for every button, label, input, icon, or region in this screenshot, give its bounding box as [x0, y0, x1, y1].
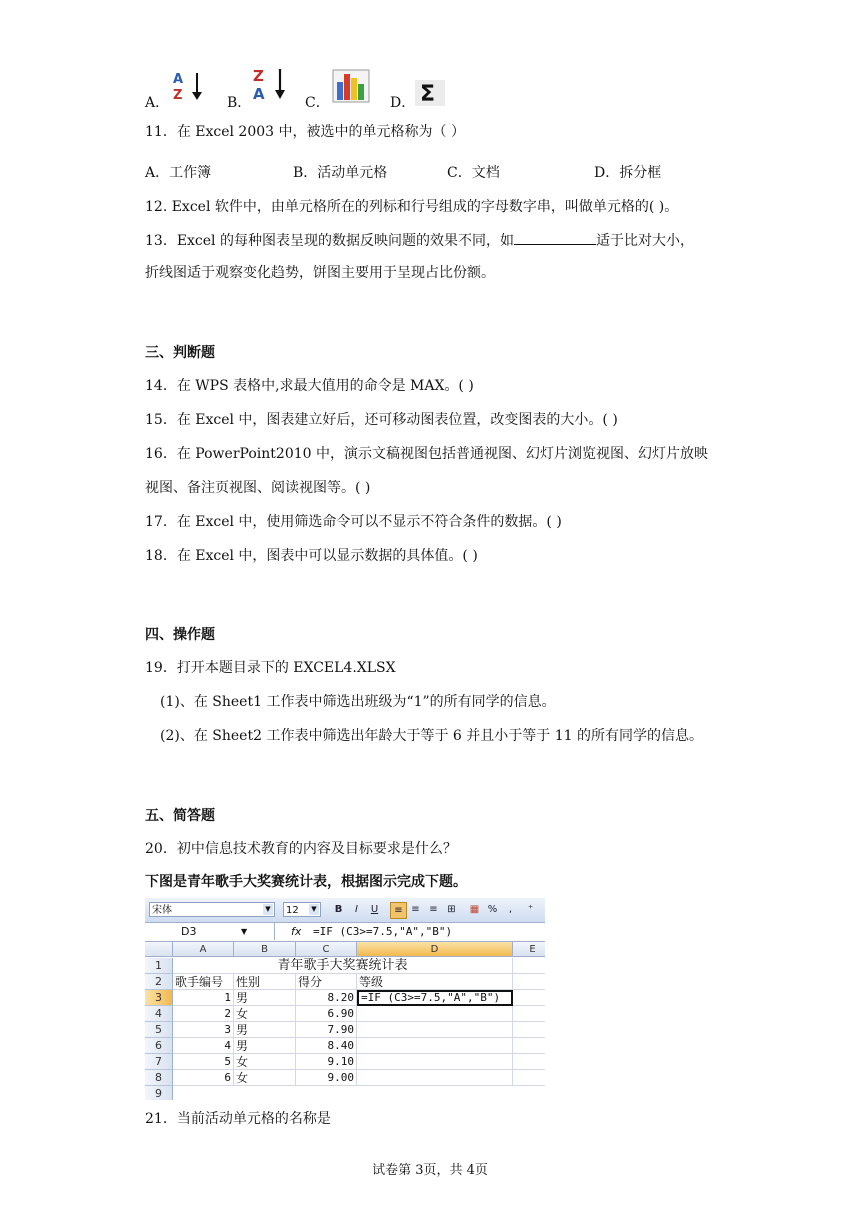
table-cell[interactable]: 女 — [234, 1006, 296, 1022]
italic-button[interactable]: I — [355, 904, 358, 915]
table-cell[interactable]: 3 — [173, 1022, 234, 1038]
q13-blank — [514, 230, 596, 245]
option-c-label: C． — [305, 95, 330, 111]
svg-text:A: A — [173, 72, 184, 87]
option-b-label: B． — [227, 95, 252, 111]
underline-button[interactable]: U — [370, 904, 379, 915]
row-header-2[interactable]: 2 — [145, 974, 173, 990]
table-cell[interactable]: 7.90 — [296, 1022, 357, 1038]
section-4-heading: 四、操作题 — [145, 627, 215, 643]
q13-part2: 适于比对大小， — [595, 233, 694, 249]
svg-text:Σ: Σ — [420, 82, 436, 106]
row-header-4[interactable]: 4 — [145, 1006, 173, 1022]
decimal-icon[interactable]: ⁺ — [527, 904, 534, 915]
page-footer: 试卷第 3页，共 4页 — [372, 1163, 488, 1178]
option-a-label: A． — [145, 95, 170, 111]
formatting-toolbar — [145, 898, 545, 923]
q13-part1: 13．Excel 的每种图表呈现的数据反映问题的效果不同，如 — [145, 233, 514, 249]
align-right-icon[interactable]: ≡ — [429, 904, 438, 915]
table-cell[interactable] — [357, 1006, 513, 1022]
table-cell[interactable]: 1 — [173, 990, 234, 1006]
row-header-1[interactable]: 1 — [145, 958, 173, 974]
table-cell[interactable]: 8.40 — [296, 1038, 357, 1054]
figure-intro: 下图是青年歌手大奖赛统计表，根据图示完成下题。 — [145, 874, 467, 890]
question-13-line2: 折线图适于观察变化趋势，饼图主要用于呈现占比份额。 — [145, 265, 495, 281]
table-cell[interactable]: 5 — [173, 1054, 234, 1070]
section-5-heading: 五、简答题 — [145, 808, 215, 824]
question-18: 18．在 Excel 中，图表中可以显示数据的具体值。( ) — [145, 548, 478, 564]
sum-icon — [415, 80, 447, 112]
chart-icon — [331, 68, 363, 100]
question-20: 20．初中信息技术教育的内容及目标要求是什么？ — [145, 841, 457, 857]
question-11: 11．在 Excel 2003 中，被选中的单元格称为（ ） — [145, 124, 465, 140]
merge-center-icon[interactable]: ⊞ — [447, 904, 456, 915]
question-19: 19．打开本题目录下的 EXCEL4.XLSX — [145, 660, 396, 676]
option-d-label: D． — [390, 95, 416, 111]
question-13 — [145, 230, 694, 251]
column-header-e[interactable]: E — [513, 942, 545, 957]
sort-ascending-icon — [171, 70, 203, 102]
comma-button[interactable]: , — [508, 904, 513, 915]
table-cell[interactable]: 4 — [173, 1038, 234, 1054]
font-select[interactable]: 宋体 ▼ — [149, 902, 275, 917]
currency-icon[interactable]: ▦ — [469, 904, 480, 915]
formula-bar — [145, 923, 545, 942]
table-cell[interactable]: 9.10 — [296, 1054, 357, 1070]
question-19-sub2: (2)、在 Sheet2 工作表中筛选出年龄大于等于 6 并且小于等于 11 的所有同学的信息。 — [160, 728, 703, 744]
bold-button[interactable]: B — [334, 904, 343, 915]
question-16-line2: 视图、备注页视图、阅读视图等。( ) — [145, 480, 371, 496]
question-16: 16．在 PowerPoint2010 中，演示文稿视图包括普通视图、幻灯片浏览视图、幻灯片放映 — [145, 446, 708, 462]
table-cell[interactable] — [513, 1006, 545, 1022]
table-cell[interactable]: 男 — [234, 990, 296, 1006]
fx-icon[interactable]: fx — [291, 925, 302, 938]
choice-c: C．文档 — [447, 165, 500, 181]
name-box[interactable]: D3 ▼ — [145, 923, 275, 940]
header-cell-gender[interactable]: 性别 — [234, 974, 296, 990]
table-cell[interactable]: 女 — [234, 1070, 296, 1086]
column-header-b[interactable]: B — [234, 942, 296, 957]
row-header-6[interactable]: 6 — [145, 1038, 173, 1054]
table-cell[interactable]: 6 — [173, 1070, 234, 1086]
table-cell[interactable] — [357, 1022, 513, 1038]
svg-text:A: A — [253, 85, 265, 103]
font-size-select[interactable]: 12 ▼ — [283, 902, 321, 917]
choice-a: A．工作簿 — [145, 165, 212, 181]
row-header-9[interactable]: 9 — [145, 1086, 173, 1100]
table-cell[interactable] — [513, 974, 545, 990]
question-14: 14．在 WPS 表格中,求最大值用的命令是 MAX。( ) — [145, 378, 474, 394]
table-cell[interactable]: 男 — [234, 1022, 296, 1038]
table-cell[interactable]: 女 — [234, 1054, 296, 1070]
table-cell[interactable] — [357, 1070, 513, 1086]
row-header-8[interactable]: 8 — [145, 1070, 173, 1086]
spreadsheet-figure — [145, 898, 545, 1100]
formula-input[interactable]: =IF (C3>=7.5,"A","B") — [313, 925, 453, 938]
question-15: 15．在 Excel 中，图表建立好后，还可移动图表位置，改变图表的大小。( ) — [145, 412, 618, 428]
row-header-5[interactable]: 5 — [145, 1022, 173, 1038]
table-cell[interactable]: 男 — [234, 1038, 296, 1054]
table-cell[interactable]: 6.90 — [296, 1006, 357, 1022]
table-cell[interactable] — [513, 958, 545, 974]
column-header-a[interactable]: A — [173, 942, 234, 957]
table-cell[interactable]: 2 — [173, 1006, 234, 1022]
sheet-title-cell[interactable]: 青年歌手大奖赛统计表 — [173, 958, 513, 974]
percent-button[interactable]: % — [487, 904, 498, 915]
table-cell[interactable]: 9.00 — [296, 1070, 357, 1086]
row-header-7[interactable]: 7 — [145, 1054, 173, 1070]
table-cell[interactable]: 8.20 — [296, 990, 357, 1006]
row-header-3[interactable]: 3 — [145, 990, 173, 1006]
table-cell[interactable] — [513, 1054, 545, 1070]
choice-d: D．拆分框 — [594, 165, 662, 181]
sort-descending-icon — [251, 66, 283, 103]
align-center-icon[interactable]: ≡ — [411, 904, 420, 915]
section-3-heading: 三、判断题 — [145, 345, 215, 361]
align-left-icon[interactable]: ≡ — [390, 902, 407, 919]
svg-text:Z: Z — [253, 67, 264, 85]
column-header-d[interactable]: D — [357, 942, 513, 957]
question-19-sub1: (1)、在 Sheet1 工作表中筛选出班级为“1”的所有同学的信息。 — [160, 694, 556, 710]
question-17: 17．在 Excel 中，使用筛选命令可以不显示不符合条件的数据。( ) — [145, 514, 562, 530]
table-cell[interactable] — [357, 1038, 513, 1054]
table-cell[interactable] — [513, 990, 545, 1006]
table-cell[interactable] — [513, 1022, 545, 1038]
active-cell-d3[interactable]: =IF (C3>=7.5,"A","B") — [357, 990, 513, 1006]
column-header-c[interactable]: C — [296, 942, 357, 957]
table-cell[interactable] — [513, 1038, 545, 1054]
question-21: 21．当前活动单元格的名称是 — [145, 1111, 331, 1127]
svg-text:Z: Z — [173, 88, 183, 103]
select-all-corner[interactable] — [145, 942, 173, 957]
question-12: 12. Excel 软件中，由单元格所在的列标和行号组成的字母数字串，叫做单元格的( )。 — [145, 199, 679, 215]
header-cell-grade[interactable]: 等级 — [357, 974, 513, 990]
header-cell-number[interactable]: 歌手编号 — [173, 974, 234, 990]
header-cell-score[interactable]: 得分 — [296, 974, 357, 990]
choice-b: B．活动单元格 — [293, 165, 388, 181]
table-cell[interactable] — [357, 1054, 513, 1070]
table-cell[interactable] — [513, 1070, 545, 1086]
